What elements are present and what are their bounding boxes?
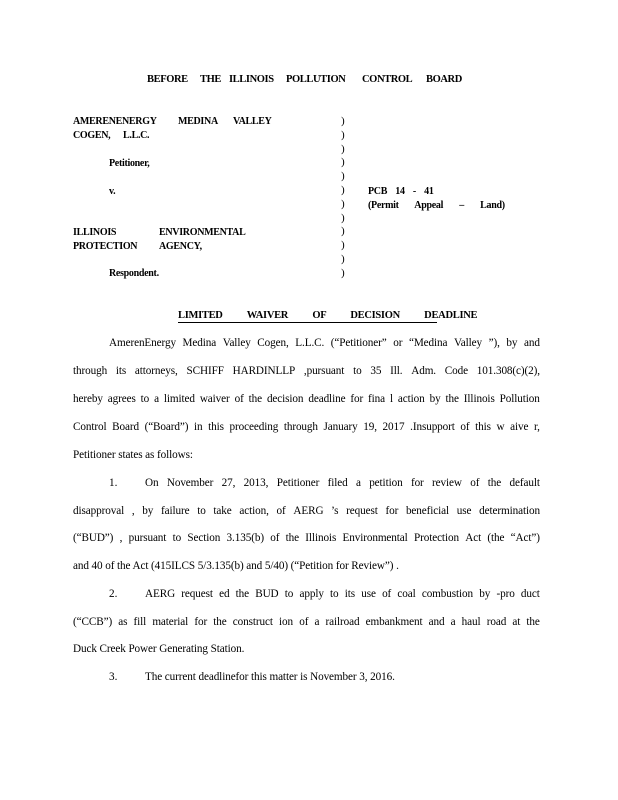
word: a [450,616,456,628]
word: Code [444,365,468,377]
title-word: ILLINOIS [229,74,274,85]
case-type: (Permit Appeal – Land) [368,200,505,211]
word: railroad [325,616,360,628]
word: ed [219,588,230,600]
word: 19, [363,421,377,433]
word: (the [487,532,505,544]
word: of [382,588,392,600]
word: for [194,616,208,628]
word: and [428,616,445,628]
word: the [285,532,300,544]
respondent-name-word: PROTECTION [73,241,138,252]
word: ”), [488,337,500,349]
word: Illinois [463,393,495,405]
word: duct [520,588,540,600]
word: (“Board”) [144,421,189,433]
word: fina [368,393,386,405]
word: AERG [293,505,324,517]
word: Environmental [342,532,408,544]
word: (“BUD”) [73,532,114,544]
word: for [410,477,424,489]
word: default [509,477,540,489]
word: -pro [496,588,515,600]
word: the [487,477,502,489]
word: w [496,421,505,433]
word: Act [465,532,482,544]
word: this [475,421,491,433]
word: L.L.C. [295,337,325,349]
petitioner-name-word: MEDINA [178,116,218,127]
word: limited [163,393,195,405]
case-number: PCB 14 - 41 [368,186,434,197]
word: attorneys, [134,365,178,377]
title-word: CONTROL [362,74,413,85]
word: Protection [413,532,459,544]
word: 101.308(c)(2), [476,365,540,377]
word: of [234,393,244,405]
word: beneficial [405,505,450,517]
word: to [353,365,362,377]
title-word: THE [200,74,221,85]
word: Valley [454,337,482,349]
word: November [166,477,214,489]
word: apply [299,588,324,600]
word: construct [232,616,273,628]
word: to [197,505,206,517]
petitioner-name-word: COGEN, [73,130,111,141]
word: as [118,616,128,628]
word: disapproval [73,505,125,517]
text-line [73,505,540,517]
word: of [276,505,286,517]
petitioner-name-word: AMERENENERGY [73,116,157,127]
text-line [145,477,540,489]
word: at [512,616,521,628]
paragraph-number: 3. [109,671,118,683]
word: ,pursuant [303,365,345,377]
word: of [270,532,280,544]
word: the [445,393,459,405]
word: action [397,393,425,405]
heading-text: LIMITED WAIVER OF DECISION DEADLINE [178,310,478,321]
word: a [314,616,320,628]
word: Petitioner [276,477,320,489]
word: agrees [107,393,136,405]
word: its [115,365,127,377]
paragraph-number: 1. [109,477,118,489]
word: deadline [308,393,346,405]
word: for [385,505,399,517]
word: fill [133,616,147,628]
word: Control [73,421,107,433]
word: road [486,616,507,628]
text-line: Duck Creek Power Generating Station. [73,643,245,655]
word: the [235,588,250,600]
word: “Medina [408,337,448,349]
word: failure [160,505,190,517]
word: embankment [365,616,423,628]
title-word: POLLUTION [286,74,346,85]
word: , [131,505,135,517]
word: determination [479,505,540,517]
word: Pollution [499,393,540,405]
word: l [389,393,393,405]
word: Medina [182,337,217,349]
word: ion [279,616,294,628]
word: its [344,588,356,600]
word: (“CCB”) [73,616,113,628]
text-line [73,393,540,405]
word: by [429,393,441,405]
text-line [73,616,540,628]
word: the [248,393,263,405]
word: Section [187,532,221,544]
word: a [154,393,159,405]
word: use [361,588,376,600]
word: January [323,421,358,433]
word: combustion [421,588,474,600]
petitioner-name-word: L.L.C. [123,130,150,141]
word: request [181,588,213,600]
word: Cogen, [257,337,289,349]
respondent-name-word: AGENCY, [159,241,202,252]
text-line [73,365,540,377]
respondent-name-word: ENVIRONMENTAL [159,227,246,238]
word: filed [327,477,348,489]
word: r, [533,421,540,433]
word: ’s [331,505,339,517]
word: pursuant [128,532,167,544]
word: through [73,365,108,377]
word: review [432,477,462,489]
word: 27, [221,477,236,489]
word: .Insupport [410,421,455,433]
word: request [346,505,378,517]
word: to [330,588,339,600]
text-line: Petitioner states as follows: [73,449,193,461]
word: 3.135(b) [226,532,264,544]
word: by [479,588,491,600]
word: to [172,532,182,544]
word: or [393,337,403,349]
word: Illinois [305,532,337,544]
word: hereby [73,393,103,405]
word: in [194,421,203,433]
word: HARDINLLP [232,365,296,377]
versus-label: v. [109,186,116,197]
document-heading [178,310,478,321]
word: coal [397,588,416,600]
caption-parentheses: ) ) ) ) ) ) ) ) ) ) ) ) [341,115,345,279]
word: On [145,477,159,489]
word: haul [461,616,481,628]
word: SCHIFF [186,365,224,377]
word: use [456,505,472,517]
text-line [145,588,540,600]
word: Valley [222,337,251,349]
word: and [523,337,540,349]
word: decision [266,393,304,405]
word: of [470,477,480,489]
text-line [73,532,540,544]
word: by [506,337,518,349]
word: to [284,588,294,600]
word: “Act”) [510,532,540,544]
word: by [142,505,154,517]
text-line: and 40 of the Act (415ILCS 5/3.135(b) and 5/40) (“Petition for Review”) . [73,560,399,572]
word: take [213,505,232,517]
word: 35 [370,365,382,377]
word: petition [369,477,403,489]
heading-underline [178,322,437,323]
word: 2013, [243,477,269,489]
word: through [283,421,318,433]
petitioner-role: Petitioner, [109,158,150,169]
text-line: The current deadlinefor this matter is November 3, 2016. [145,671,395,683]
petitioner-name-word: VALLEY [233,116,272,127]
word: of [460,421,470,433]
word: of [299,616,309,628]
word: waiver [199,393,230,405]
word: this [208,421,224,433]
respondent-role: Respondent. [109,268,159,279]
word: to [140,393,150,405]
title-word: BOARD [426,74,462,85]
word: BUD [255,588,279,600]
word: AERG [145,588,176,600]
word: action, [239,505,269,517]
word: material [152,616,189,628]
word: AmerenEnergy [109,337,176,349]
text-line [73,337,540,349]
respondent-name-word: ILLINOIS [73,227,117,238]
paragraph-number: 2. [109,588,118,600]
word: 2017 [382,421,405,433]
word: , [119,532,123,544]
word: Ill. [390,365,403,377]
word: a [355,477,361,489]
word: Board [112,421,139,433]
word: aive [510,421,529,433]
text-line [73,421,540,433]
title-word: BEFORE [147,74,188,85]
word: (“Petitioner” [330,337,387,349]
word: for [350,393,364,405]
word: the [526,616,540,628]
word: the [213,616,227,628]
word: proceeding [229,421,279,433]
word: Adm. [411,365,437,377]
